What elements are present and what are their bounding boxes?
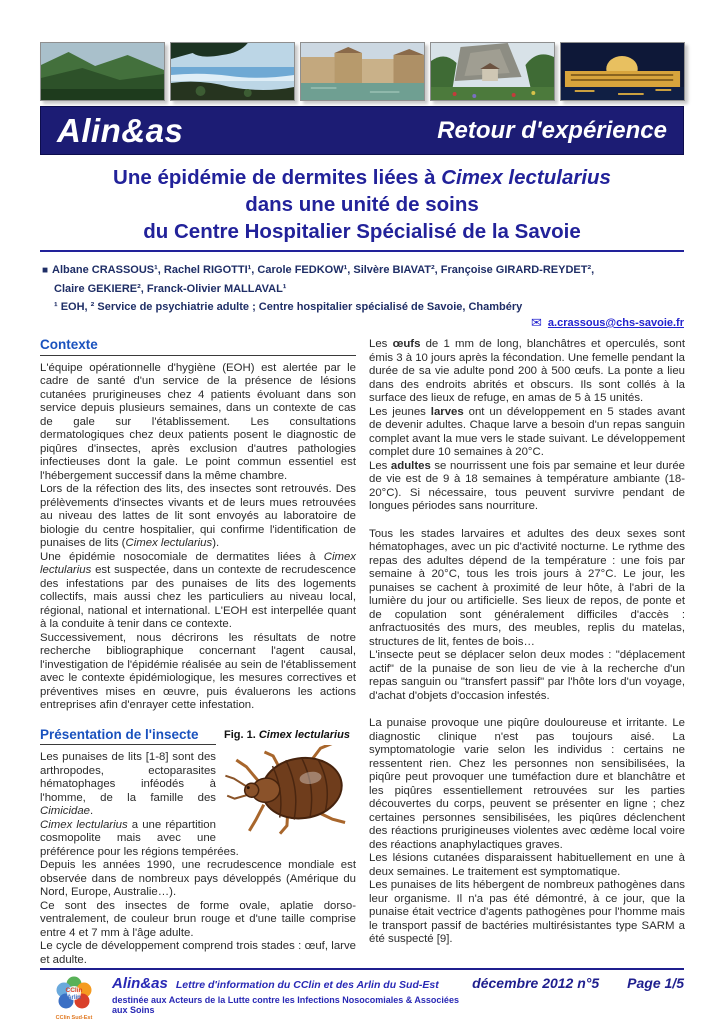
article-body <box>40 338 685 967</box>
contact-row <box>40 315 684 331</box>
svg-text:Arlin: Arlin <box>67 995 81 1001</box>
footer-text <box>112 975 460 1015</box>
issue-date: décembre 2012 n°5 <box>472 975 600 991</box>
body-paragraph: Les œufs de 1 mm de long, blanchâtres et operculés, sont émis 3 à 10 jours après la fécondation. Une femelle pendant la durée de sa vie adulte pond 200 à 500 œufs. La ponte a lieu dans des endroits abrités et obscurs. Ils sont collés à la surface des lieux de refuge, en amas de 5 à 15 unités. <box>369 338 685 404</box>
rubric-label: Retour d'expérience <box>437 116 667 144</box>
banner-photo-city-by-night <box>560 42 685 101</box>
footer-divider <box>40 968 684 970</box>
body-paragraph: Les adultes se nourrissent une fois par semaine et leur durée de vie est de 9 à 18 semaines à température ambiante (18-20°C). Si nécessaire, tous peuvent survivre pendant de longues périodes sans nourriture. <box>369 459 686 512</box>
footer-subtitle: Lettre d'information du CClin et des Arlin du Sud-Est <box>175 979 439 991</box>
cliff-with-chapel-image <box>431 43 554 100</box>
insecte-paragraph: Le cycle de développement comprend trois stades : œuf, larve et adulte. <box>40 940 356 966</box>
banner-photo-riverside-old-town <box>300 42 425 101</box>
article-title-line-2: dans une unité de soins <box>245 193 479 216</box>
logo-label: CClin Sud-Est <box>55 1015 93 1021</box>
body-paragraph: Les lésions cutanées disparaissent habituellement en une à deux semaines. Le traitement est symptomatique. <box>369 852 685 878</box>
authors-affiliations: ¹ EOH, ² Service de psychiatrie adulte ; Centre hospitalier spécialisé de Savoie, Chambéry <box>54 301 523 313</box>
cclin-logo-icon <box>52 975 96 1023</box>
section-heading-contexte: Contexte <box>40 338 356 356</box>
insecte-paragraph: Ce sont des insectes de forme ovale, aplatie dorso-ventralement, de couleur brun rouge et d'une taille comprise entre 4 et 7 mm à l'âge adulte. <box>40 899 356 939</box>
body-paragraph: L'insecte peut se déplacer selon deux modes : "déplacement actif" de la punaise de son lieu de vie à la recherche d'un repas sanguin ou "transfert passif" par l'hôte lors d'un voyage, d'achat d'objets d'occasion infestés. <box>369 649 685 702</box>
section-heading-insecte: Présentation de l'insecte <box>40 728 216 746</box>
footer-line-1 <box>112 975 460 993</box>
article-title <box>40 164 684 245</box>
body-paragraph: Les jeunes larves ont un développement en 5 stades avant de devenir adultes. Chaque larve a besoin d'un repas sanguin complet avant la mue vers le stade suivant. Le développement complet dure 10 semaines à 20°C. <box>369 405 685 458</box>
bedbug-photo <box>224 745 354 835</box>
article-title-line-1: Une épidémie de dermites liées à Cimex lectularius <box>113 166 611 189</box>
figure-1 <box>224 728 356 835</box>
banner-photo-strip <box>40 42 685 101</box>
title-divider <box>40 250 684 252</box>
insecte-paragraph: Cimex lectularius a une répartition cosmopolite mais avec une préférence pour les régions tempérées. <box>40 818 239 858</box>
newsletter-brand: Alin&as <box>57 111 184 149</box>
ocean-coast-image <box>171 43 294 100</box>
contact-email-link[interactable]: a.crassous@chs-savoie.fr <box>547 317 684 329</box>
article-title-line-3: du Centre Hospitalier Spécialisé de la Savoie <box>143 220 581 243</box>
svg-text:CClin: CClin <box>65 987 83 994</box>
square-bullet-icon: ■ <box>42 265 49 276</box>
insecte-paragraph: Depuis les années 1990, une recrudescence mondiale est observée dans de nombreux pays développés (Amérique du Nord, Europe, Australie…). <box>40 859 356 898</box>
contexte-paragraph: L'équipe opérationnelle d'hygiène (EOH) est alertée par le cadre de santé d'un service de la présence de lésions cutanées prurigineuses chez 4 patients évoluant dans son service depuis plusieurs semaines, dans un contexte de cas de gale sur l'établissement. Les consultations dermatologiques chez deux patients posent le diagnostic de piqûres d'insectes, après exclusion d'autres pathologies infectieuses dont la gale. Le point commun essentiel est l'hébergement successif dans la même chambre. <box>40 361 356 482</box>
section-insecte <box>40 728 356 968</box>
footer-brand: Alin&as <box>112 975 168 992</box>
authors-line-1: ■ Albane CRASSOUS¹, Rachel RIGOTTI¹, Carole FEDKOW¹, Silvère BIAVAT², Françoise GIRARD-REYDET², <box>42 264 595 276</box>
banner-photo-cliff-with-chapel <box>430 42 555 101</box>
footer <box>52 975 684 1021</box>
riverside-old-town-image <box>301 43 424 100</box>
contexte-paragraph: Lors de la réfection des lits, des insectes sont retrouvés. Des prélèvements d'insectes vivants et de leurs mues retrouvées au niveau des lattes de lit sont envoyés au laboratoire de biologie du centre hospitalier, qui confirme l'identification de punaises de lits (Cimex lectularius). <box>40 483 356 549</box>
authors-block <box>42 261 684 316</box>
masthead-bar <box>40 106 684 155</box>
figure-1-caption: Fig. 1. Cimex lectularius <box>224 728 350 741</box>
envelope-icon: ✉ <box>531 315 542 330</box>
insecte-paragraph: Les punaises de lits [1-8] sont des arthropodes, ectoparasites hématophages inféodés à l'homme, de la famille des Cimicidae. <box>40 751 216 817</box>
body-paragraph: Les punaises de lits hébergent de nombreux pathogènes dans leur organisme. Il n'a pas été démontré, à ce jour, que la punaise était vectrice d'agents pathogènes pour l'homme mais le transport passif de bactéries multirésistantes type SARM a été suspecté [9]. <box>369 879 685 945</box>
contexte-paragraph: Successivement, nous décrirons les résultats de notre recherche bibliographique concernant l'agent causal, l'investigation de l'épidémie réalisée au sein de l'établissement avec le contexte épidémiologique, les mesures correctives et préventives mises en œuvre, puis évaluerons les actions entreprises afin d'enrayer cette infestation. <box>40 631 356 711</box>
bedbug-illustration <box>224 745 354 835</box>
city-by-night-image <box>561 43 684 100</box>
body-paragraph: Tous les stades larvaires et adultes des deux sexes sont hématophages, avec un pic d'activité nocturne. Le rythme des repas des adultes dépend de la température : une fois par semaine à 20°C, tous les trois jours à 27°C. Le jour, les punaises se cachent à proximité de leur hôte, à l'abri de la lumière du jour ou artificielle. Ses lieux de repos, de ponte et de copulation sont généralement difficiles d'accès : anfractuosités des murs, des meubles, replis du matelas, structures de lit, fentes de bois… <box>369 527 685 648</box>
mountain-landscape-image <box>41 43 164 100</box>
right-column <box>369 338 685 967</box>
contexte-paragraph: Une épidémie nosocomiale de dermatites liées à Cimex lectularius est suspectée, dans un contexte de recrudescence des infestations par des punaises de lits des logements collectifs, mais aussi chez les particuliers au niveau local, régional, national et international. L'EOH est interpellée quant à la conduite à tenir dans ce contexte. <box>40 550 356 630</box>
footer-line-2: destinée aux Acteurs de la Lutte contre les Infections Nosocomiales & Associées aux Soins <box>112 995 459 1015</box>
left-column <box>40 338 356 967</box>
footer-issue-info <box>472 975 684 991</box>
authors-line-2: Claire GEKIERE², Franck-Olivier MALLAVAL¹ <box>54 283 287 295</box>
page-number: Page 1/5 <box>627 975 684 991</box>
banner-photo-ocean-coast <box>170 42 295 101</box>
cclin-sud-est-logo <box>52 975 96 1021</box>
banner-photo-mountain-landscape <box>40 42 165 101</box>
body-paragraph: La punaise provoque une piqûre douloureuse et irritante. Le diagnostic clinique n'est pas toujours aisé. La symptomatologie varie selon les individus : certains ne ressentent rien. Chez les personnes non sensibilisées, la piqûre peut provoquer une tuméfaction dure et blanchâtre et les piqûres essentiellement retrouvées sur les parties découvertes du corps, peuvent se présenter en ligne ; chez certaines personnes sensibilisées, les piqûres déclenchent des réactions prurigineuses violentes avec œdème local voire des réactions anaphylactiques graves. <box>369 717 685 851</box>
